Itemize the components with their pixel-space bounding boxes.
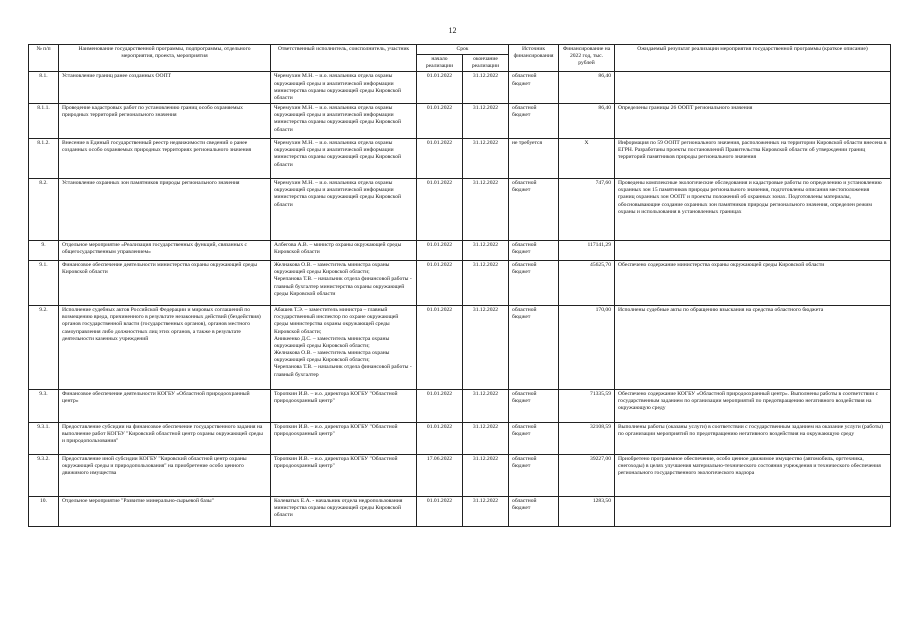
row-source: областной бюджет	[509, 390, 559, 423]
row-end: 31.12.2022	[463, 261, 509, 306]
header-num: № п/п	[29, 45, 59, 72]
row-end: 31.12.2022	[463, 497, 509, 527]
row-result: Определены границы 26 ООПТ регионального значения	[615, 104, 891, 139]
row-funding: 32108,59	[559, 423, 615, 455]
header-start: начало реализации	[417, 55, 463, 72]
row-end: 31.12.2022	[463, 139, 509, 179]
row-num: 8.2.	[29, 179, 59, 241]
row-name: Исполнение судебных актов Российской Федерации и мировых соглашений по возмещению вреда, причиненного в результате незаконных действий (бездействия) органов государственной власти (государственных органов), органов местного самоуправления либо должностных лиц этих органов, а также в результате деятельности казенных учреждений	[59, 306, 271, 390]
row-start: 01.01.2022	[417, 72, 463, 104]
row-num: 9.3.1.	[29, 423, 59, 455]
header-period: Срок	[417, 45, 509, 55]
row-funding: 747,60	[559, 179, 615, 241]
row-end: 31.12.2022	[463, 390, 509, 423]
row-result	[615, 497, 891, 527]
table-row	[29, 72, 891, 104]
table-row	[29, 390, 891, 423]
row-executor: Албегова А.В. – министр охраны окружающей среды Кировской области	[271, 241, 417, 261]
row-start: 17.06.2022	[417, 455, 463, 497]
row-start: 01.01.2022	[417, 179, 463, 241]
row-start: 01.01.2022	[417, 261, 463, 306]
row-funding: 117141,29	[559, 241, 615, 261]
row-end: 31.12.2022	[463, 179, 509, 241]
row-end: 31.12.2022	[463, 72, 509, 104]
row-start: 01.01.2022	[417, 241, 463, 261]
table-row	[29, 139, 891, 179]
row-result: Информация по 59 ООПТ регионального значения, расположенных на территории Кировской области внесена в ЕГРН. Разработаны проекты постановлений Правительства Кировской области об утверждении границ территорий памятников природы регионального значения	[615, 139, 891, 179]
row-source: не требуется	[509, 139, 559, 179]
row-funding: 170,00	[559, 306, 615, 390]
row-name: Проведение кадастровых работ по установлению границ особо охраняемых природных территорий регионального значения	[59, 104, 271, 139]
row-name: Финансовое обеспечение деятельности КОГБУ «Областной природоохранный центр»	[59, 390, 271, 423]
header-funding: Финансирование на 2022 год, тыс. рублей	[559, 45, 615, 72]
table-row	[29, 241, 891, 261]
row-executor: Торопкин И.В. – и.о. директора КОГБУ "Областной природоохранный центр"	[271, 390, 417, 423]
row-source: областной бюджет	[509, 423, 559, 455]
row-start: 01.01.2022	[417, 104, 463, 139]
row-name: Установление границ ранее созданных ООПТ	[59, 72, 271, 104]
row-start: 01.01.2022	[417, 139, 463, 179]
row-end: 31.12.2022	[463, 306, 509, 390]
row-num: 10.	[29, 497, 59, 527]
row-result	[615, 72, 891, 104]
row-result: Обеспечено содержание КОГБУ «Областной природоохранный центр». Выполнены работы в соответствии с государственным заданием по организации мероприятий по предотвращению негативного воздействия на окружающую среду	[615, 390, 891, 423]
table-row	[29, 179, 891, 241]
row-name: Предоставление иной субсидии КОГБУ "Кировский областной центр охраны окружающей среды и природопользования" на приобретение особо ценного движимого имущества	[59, 455, 271, 497]
row-executor: Черемухин М.Н. – и.о. начальника отдела охраны окружающей среды и аналитической информации министерства охраны окружающей среды Кировской области	[271, 139, 417, 179]
row-executor: Черемухин М.Н. – и.о. начальника отдела охраны окружающей среды и аналитической информации министерства охраны окружающей среды Кировской области	[271, 72, 417, 104]
row-funding: 1283,50	[559, 497, 615, 527]
row-name: Отдельное мероприятие "Развитие минерально-сырьевой базы"	[59, 497, 271, 527]
row-num: 8.1.	[29, 72, 59, 104]
row-start: 01.01.2022	[417, 423, 463, 455]
row-executor: Черемухин М.Н. – и.о. начальника отдела охраны окружающей среды и аналитической информации министерства охраны окружающей среды Кировской области	[271, 179, 417, 241]
row-num: 8.1.2.	[29, 139, 59, 179]
row-funding: 86,40	[559, 104, 615, 139]
row-result: Исполнены судебные акты по обращению взыскания на средства областного бюджета	[615, 306, 891, 390]
row-result: Приобретено программное обеспечение, особо ценное движимое имущество (автомобиль, оргтехника, снегоходы) в целях улучшения материально-технического состояния учреждения и технического обеспечения регионального государственного экологического надзора	[615, 455, 891, 497]
header-executor: Ответственный исполнитель, соисполнитель, участник	[271, 45, 417, 72]
row-funding: 86,40	[559, 72, 615, 104]
row-source: областной бюджет	[509, 179, 559, 241]
row-num: 9.	[29, 241, 59, 261]
row-num: 9.1.	[29, 261, 59, 306]
table-row	[29, 261, 891, 306]
table-row	[29, 497, 891, 527]
header-end: окончание реализации	[463, 55, 509, 72]
row-source: областной бюджет	[509, 72, 559, 104]
row-num: 9.2.	[29, 306, 59, 390]
row-funding: Х	[559, 139, 615, 179]
row-executor: Абашев Т.Э. – заместитель министра – главный государственный инспектор по охране окружающей среды министерства охраны окружающей среды Кировской области; Аникеенко Д.С. – заместитель министра охраны окружающей среды Кировской области; Желнакова О.В. – заместитель министра охраны окружающей среды Кировской области; Черепанова Т.В. – начальник отдела финансовой работы - главный бухгалтер	[271, 306, 417, 390]
header-row	[29, 45, 891, 55]
row-end: 31.12.2022	[463, 455, 509, 497]
row-name: Отдельное мероприятие «Реализация государственных функций, связанных с общегосударственным управлением»	[59, 241, 271, 261]
row-num: 9.3.2.	[29, 455, 59, 497]
row-end: 31.12.2022	[463, 423, 509, 455]
row-funding: 45625,70	[559, 261, 615, 306]
row-source: областной бюджет	[509, 261, 559, 306]
table-row	[29, 306, 891, 390]
row-executor: Колеватых Е.А. - начальник отдела недропользования министерства охраны окружающей среды Кировской области	[271, 497, 417, 527]
row-name: Установление охранных зон памятников природы регионального значения	[59, 179, 271, 241]
row-result	[615, 241, 891, 261]
row-start: 01.01.2022	[417, 306, 463, 390]
row-funding: 71335,59	[559, 390, 615, 423]
row-name: Финансовое обеспечение деятельности министерства охраны окружающей среды Кировской области	[59, 261, 271, 306]
header-name: Наименование государственной программы, подпрограммы, отдельного мероприятия, проекта, мероприятия	[59, 45, 271, 72]
table-row	[29, 104, 891, 139]
header-source: Источник финансирования	[509, 45, 559, 72]
row-source: областной бюджет	[509, 497, 559, 527]
header-result: Ожидаемый результат реализации мероприятия государственной программы (краткое описание)	[615, 45, 891, 72]
row-start: 01.01.2022	[417, 390, 463, 423]
row-result: Проведены комплексные экологические обследования и кадастровые работы по определению и установлению охранных зон 15 памятников природы регионального значения, подготовлены описания местоположения границ охранных зон ООПТ и проекты положений об охранных зонах. Подготовлены материалы, обосновывающие создание охранных зон памятников природы регионального значения, определен режим охраны и использования в установленных границах	[615, 179, 891, 241]
row-start: 01.01.2022	[417, 497, 463, 527]
row-end: 31.12.2022	[463, 104, 509, 139]
table-row	[29, 455, 891, 497]
row-result: Выполнены работы (оказаны услуги) в соответствии с государственным заданием на оказание услуги (работы) по организации мероприятий по предотвращению негативного воздействия на окружающую среду	[615, 423, 891, 455]
row-source: областной бюджет	[509, 455, 559, 497]
program-table	[28, 44, 891, 527]
row-executor: Торопкин И.В. – и.о. директора КОГБУ "Областной природоохранный центр"	[271, 455, 417, 497]
row-name: Предоставление субсидии на финансовое обеспечение государственного задания на выполнение работ КОГБУ "Кировский областной центр охраны окружающей среды и природопользования"	[59, 423, 271, 455]
row-end: 31.12.2022	[463, 241, 509, 261]
row-result: Обеспечено содержание министерства охраны окружающей среды Кировской области	[615, 261, 891, 306]
row-executor: Черемухин М.Н. – и.о. начальника отдела охраны окружающей среды и аналитической информации министерства охраны окружающей среды Кировской области	[271, 104, 417, 139]
row-source: областной бюджет	[509, 306, 559, 390]
row-funding: 39227,00	[559, 455, 615, 497]
row-source: областной бюджет	[509, 241, 559, 261]
row-name: Внесение в Единый государственный реестр недвижимости сведений о ранее созданных особо охраняемых природных территориях регионального значения	[59, 139, 271, 179]
row-source: областной бюджет	[509, 104, 559, 139]
row-num: 8.1.1.	[29, 104, 59, 139]
page-number: 12	[448, 26, 457, 35]
row-executor: Торопкин И.В. – и.о. директора КОГБУ "Областной природоохранный центр"	[271, 423, 417, 455]
table-row	[29, 423, 891, 455]
row-num: 9.3.	[29, 390, 59, 423]
row-executor: Желнакова О.В. – заместитель министра охраны окружающей среды Кировской области; Черепанова Т.В. – начальник отдела финансовой работы - главный бухгалтер министерства охраны окружающей среды Кировской области	[271, 261, 417, 306]
